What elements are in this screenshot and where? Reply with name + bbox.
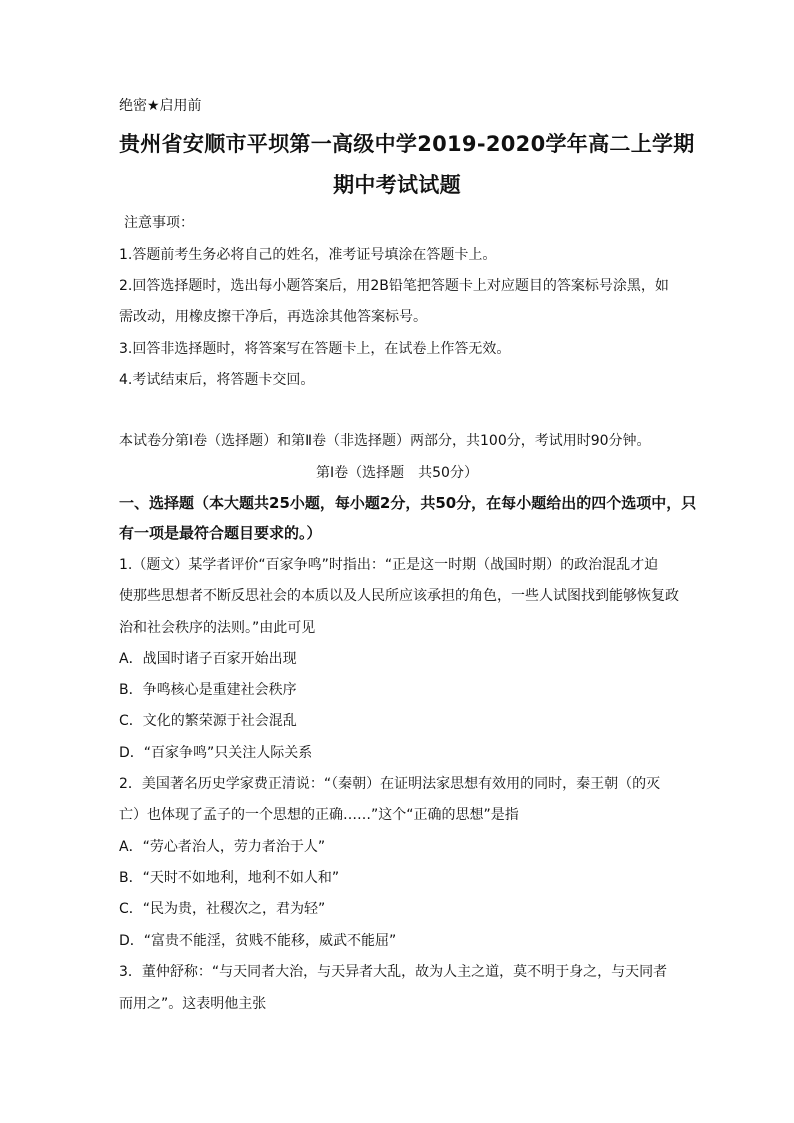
secret-label: 绝密★启用前 (119, 98, 202, 114)
question-2-option-b: B．“天时不如地利，地利不如人和” (119, 870, 340, 886)
notice-item-2: 2.回答选择题时，选出每小题答案后，用2B铅笔把答题卡上对应题目的答案标号涂黑，如 (119, 278, 669, 294)
question-2-option-a: A．“劳心者治人，劳力者治于人” (119, 839, 326, 855)
question-1-option-d: D．“百家争鸣”只关注人际关系 (119, 745, 313, 761)
exam-title-line2: 期中考试试题 (333, 173, 461, 197)
question-2-stem-line1: 2．美国著名历史学家费正清说：“（秦朝）在证明法家思想有效用的同时，秦王朝（的灭 (119, 776, 661, 792)
notice-item-4: 4.考试结束后，将答题卡交回。 (119, 372, 315, 388)
question-3-stem-line1: 3．董仲舒称：“与天同者大治，与天异者大乱，故为人主之道，莫不明于身之，与天同者 (119, 964, 668, 980)
exam-intro: 本试卷分第Ⅰ卷（选择题）和第Ⅱ卷（非选择题）两部分，共100分，考试用时90分钟。 (119, 433, 651, 449)
question-2-option-c: C．“民为贵，社稷次之，君为轻” (119, 901, 326, 917)
question-2-stem-line2: 亡）也体现了孟子的一个思想的正确……”这个“正确的思想”是指 (119, 807, 519, 823)
question-1-stem-line2: 使那些思想者不断反思社会的本质以及人民所应该承担的角色，一些人试图找到能够恢复政 (119, 588, 679, 604)
notice-item-2-cont: 需改动，用橡皮擦干净后，再选涂其他答案标号。 (119, 309, 427, 325)
question-2-option-d: D．“富贵不能淫，贫贱不能移，威武不能屈” (119, 933, 397, 949)
question-1-stem-line3: 治和社会秩序的法则。”由此可见 (119, 620, 316, 636)
notice-heading: 注意事项： (124, 215, 194, 231)
notice-item-3: 3.回答非选择题时，将答案写在答题卡上，在试卷上作答无效。 (119, 341, 511, 357)
section-heading-line1: 一、选择题（本大题共25小题，每小题2分，共50分，在每小题给出的四个选项中，只 (119, 494, 697, 512)
question-1-option-c: C．文化的繁荣源于社会混乱 (119, 713, 297, 729)
question-3-stem-line2: 而用之”。这表明他主张 (119, 996, 267, 1012)
question-1-option-b: B．争鸣核心是重建社会秩序 (119, 682, 297, 698)
exam-title-line1: 贵州省安顺市平坝第一高级中学2019-2020学年高二上学期 (119, 132, 695, 156)
question-1-option-a: A．战国时诸子百家开始出现 (119, 651, 297, 667)
section-heading-line2: 有一项是最符合题目要求的。） (119, 524, 322, 542)
part1-heading: 第Ⅰ卷（选择题 共50分） (316, 465, 478, 481)
question-1-stem-line1: 1.（题文）某学者评价“百家争鸣”时指出：“正是这一时期（战国时期）的政治混乱才迫 (119, 557, 659, 573)
notice-item-1: 1.答题前考生务必将自己的姓名，准考证号填涂在答题卡上。 (119, 247, 497, 263)
